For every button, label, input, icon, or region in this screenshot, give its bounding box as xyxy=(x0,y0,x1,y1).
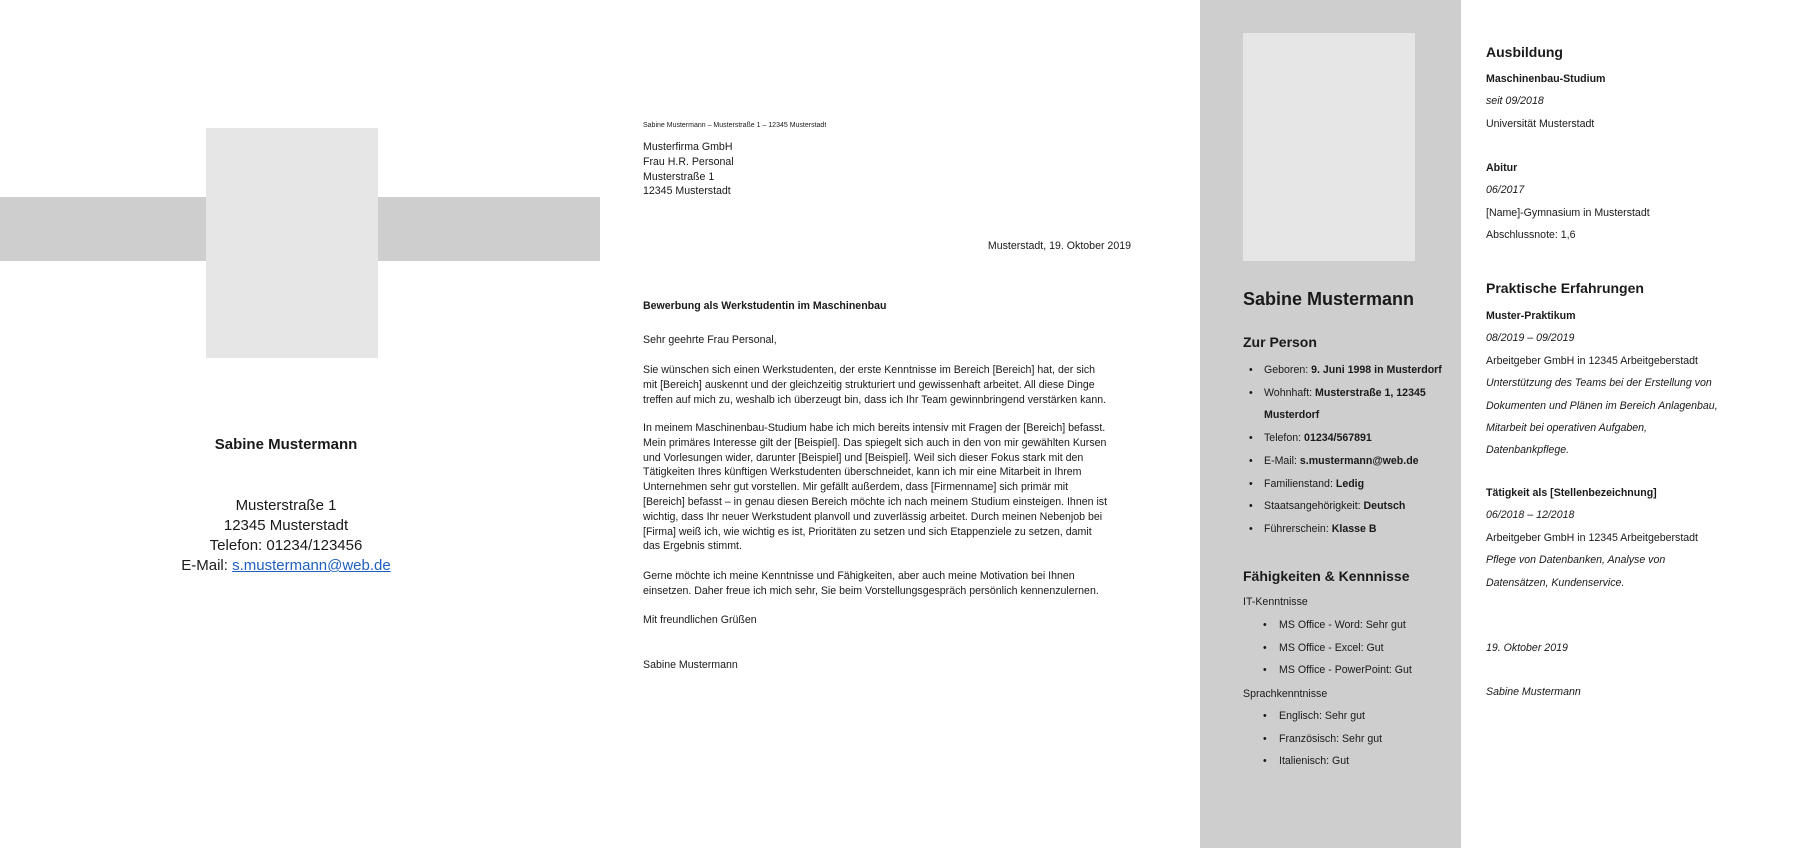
cv-date: 19. Oktober 2019 xyxy=(1486,642,1568,654)
exp-desc-line: Dokumenten und Plänen im Bereich Anlagenbau, xyxy=(1486,399,1718,412)
person-label: Geboren: xyxy=(1264,364,1312,376)
person-item xyxy=(1243,473,1455,496)
letter-sender-line: Sabine Mustermann – Musterstraße 1 – 12345 Musterstadt xyxy=(643,122,827,129)
cover-photo-placeholder xyxy=(206,128,378,358)
edu-period: seit 09/2018 xyxy=(1486,95,1544,108)
cover-contact xyxy=(0,496,572,576)
education-entry-1 xyxy=(1486,68,1786,135)
person-value: Deutsch xyxy=(1363,500,1406,513)
paragraph-line: treffen auf mich zu, weshalb ich überzeugt bin, dass ich Ihr Team gewinnbringend verstärken kann. xyxy=(643,393,1107,406)
letter-closing: Mit freundlichen Grüßen xyxy=(643,614,757,626)
exp-desc-line: Pflege von Datenbanken, Analyse von xyxy=(1486,554,1666,567)
education-entry-2 xyxy=(1486,157,1786,247)
exp-desc-line: Unterstützung des Teams bei der Erstellung von xyxy=(1486,377,1712,390)
paragraph-line: und Vorlesungen wider, darunter [Beispiel] und [Beispiel]. Weil sich dieser Fokus stark mit den xyxy=(643,451,1084,464)
language-item: • Französisch: Sehr gut xyxy=(1243,728,1455,751)
paragraph-line: [Firma] weiß ich, wie wichtig es ist, Prioritäten zu setzen und sich Etappenziele zu setzen, damit xyxy=(643,525,1092,538)
person-value: Klasse B xyxy=(1331,522,1377,535)
letter-signature: Sabine Mustermann xyxy=(643,659,738,671)
language-item: • Italienisch: Gut xyxy=(1243,750,1455,773)
exp-place: Arbeitgeber GmbH in 12345 Arbeitgeberstadt xyxy=(1486,531,1699,544)
recipient-line: 12345 Musterstadt xyxy=(643,185,731,198)
person-item xyxy=(1243,450,1455,473)
person-item xyxy=(1243,427,1455,450)
edu-title: Abitur xyxy=(1486,162,1518,174)
person-label: Führerschein: xyxy=(1264,522,1332,535)
person-value: s.mustermann@web.de xyxy=(1299,454,1419,467)
person-item xyxy=(1243,359,1455,382)
edu-title: Maschinenbau-Studium xyxy=(1486,73,1606,85)
person-item xyxy=(1243,495,1455,518)
paragraph-line: mit [Bereich] auskennt und der gleichzeitig strukturiert und gewissenhaft arbeitet. All diese Dinge xyxy=(643,378,1095,391)
person-value: 9. Juni 1998 in Musterdorf xyxy=(1311,364,1442,376)
cover-email-label: E-Mail: xyxy=(181,557,233,574)
recipient-line: Musterfirma GmbH xyxy=(643,141,733,153)
exp-place: Arbeitgeber GmbH in 12345 Arbeitgeberstadt xyxy=(1486,354,1699,367)
paragraph-line: einsetzen. Daher freue ich mich sehr, Sie beim Vorstellungsgespräch persönlich kennenzulernen. xyxy=(643,584,1099,597)
language-item: • Englisch: Sehr gut xyxy=(1243,705,1455,728)
letter-salutation: Sehr geehrte Frau Personal, xyxy=(643,334,777,346)
paragraph-line: Tätigkeiten Ihres künftigen Werkstudenten überschneidet, kann ich mir eine Mitarbeit in Ihrem xyxy=(643,466,1082,479)
cover-email-row xyxy=(0,556,572,576)
paragraph-line: Unternehmen sehr gut vorstellen. Mir gefällt außerdem, dass [Firmenname] sich primär mit xyxy=(643,481,1069,494)
person-item xyxy=(1243,382,1455,427)
person-label: Familienstand: xyxy=(1264,477,1336,490)
cover-page xyxy=(0,0,600,848)
skill-item: • MS Office - PowerPoint: Gut xyxy=(1243,659,1455,682)
exp-desc-line: Datensätzen, Kundenservice. xyxy=(1486,576,1625,589)
exp-title: Muster-Praktikum xyxy=(1486,310,1576,322)
paragraph-line: wichtig, dass Ihr neuer Werkstudent planvoll und zuverlässig arbeitet. Durch meinen Nebenjob bei xyxy=(643,510,1103,523)
letter-date: Musterstadt, 19. Oktober 2019 xyxy=(987,240,1131,252)
paragraph-line: Mein primäres Interesse gilt der [Beispiel]. Das spiegelt sich auch in den von mir gewählten Kursen xyxy=(643,436,1107,449)
person-heading: Zur Person xyxy=(1243,334,1317,350)
paragraph-line: In meinem Maschinenbau-Studium habe ich mich bereits intensiv mit Fragen der [Bereich] befasst. xyxy=(643,422,1106,434)
education-heading: Ausbildung xyxy=(1486,44,1563,60)
exp-desc-line: Datenbankpflege. xyxy=(1486,444,1570,457)
experience-heading: Praktische Erfahrungen xyxy=(1486,280,1644,296)
person-label: E-Mail: xyxy=(1264,454,1300,467)
exp-title: Tätigkeit als [Stellenbezeichnung] xyxy=(1486,487,1657,499)
person-label: Telefon: xyxy=(1264,432,1305,445)
cv-name: Sabine Mustermann xyxy=(1243,289,1415,309)
cover-street: Musterstraße 1 xyxy=(235,497,337,514)
cover-email-link[interactable]: s.mustermann@web.de xyxy=(232,557,391,574)
person-list xyxy=(1243,359,1455,541)
cv-photo-placeholder xyxy=(1243,33,1415,261)
cover-name: Sabine Mustermann xyxy=(214,436,358,453)
paragraph-line: [Bereich] befasst – in genau diesen Bereich möchte ich nach meinem Studium einsteigen. Ihnen ist xyxy=(643,495,1108,508)
skill-item: • MS Office - Excel: Gut xyxy=(1243,637,1455,660)
languages-heading: Sprachkenntnisse xyxy=(1243,688,1328,700)
person-item xyxy=(1243,518,1455,541)
skills-heading: Fähigkeiten & Kennnisse xyxy=(1243,568,1410,584)
edu-place: Universität Musterstadt xyxy=(1486,117,1595,130)
it-skills-heading: IT-Kenntnisse xyxy=(1243,596,1308,608)
cover-city: 12345 Musterstadt xyxy=(223,517,349,534)
person-value: 01234/567891 xyxy=(1304,432,1372,445)
experience-entry-1 xyxy=(1486,305,1786,462)
letter-paragraph-3 xyxy=(643,569,1133,599)
experience-entry-2 xyxy=(1486,482,1786,594)
person-label: Wohnhaft: xyxy=(1264,386,1316,399)
cover-phone: Telefon: 01234/123456 xyxy=(209,537,363,554)
letter-paragraph-1 xyxy=(643,363,1133,407)
languages-list xyxy=(1243,705,1455,773)
it-skills-list xyxy=(1243,614,1455,682)
edu-grade: Abschlussnote: 1,6 xyxy=(1486,229,1576,242)
person-value: Ledig xyxy=(1335,477,1365,490)
edu-period: 06/2017 xyxy=(1486,184,1525,197)
recipient-line: Frau H.R. Personal xyxy=(643,155,734,168)
skill-item: • MS Office - Word: Sehr gut xyxy=(1243,614,1455,637)
letter-page xyxy=(600,0,1200,848)
letter-subject: Bewerbung als Werkstudentin im Maschinenbau xyxy=(643,300,887,312)
recipient-line: Musterstraße 1 xyxy=(643,170,715,183)
person-label: Staatsangehörigkeit: xyxy=(1264,500,1364,513)
cv-page xyxy=(1200,0,1800,848)
exp-period: 06/2018 – 12/2018 xyxy=(1486,509,1575,522)
paragraph-line: Gerne möchte ich meine Kenntnisse und Fähigkeiten, aber auch meine Motivation bei Ihnen xyxy=(643,570,1075,582)
edu-place: [Name]-Gymnasium in Musterstadt xyxy=(1486,206,1650,219)
paragraph-line: Sie wünschen sich einen Werkstudenten, der erste Kenntnisse im Bereich [Bereich] hat, der sich xyxy=(643,364,1096,376)
letter-recipient xyxy=(643,140,943,199)
paragraph-line: das Ergebnis stimmt. xyxy=(643,540,742,553)
person-value: Musterstraße 1, 12345 Musterdorf xyxy=(1264,386,1426,422)
exp-desc-line: Mitarbeit bei operativen Aufgaben, xyxy=(1486,422,1647,435)
cv-signature: Sabine Mustermann xyxy=(1486,686,1581,698)
exp-period: 08/2019 – 09/2019 xyxy=(1486,332,1575,345)
letter-paragraph-2 xyxy=(643,421,1133,554)
